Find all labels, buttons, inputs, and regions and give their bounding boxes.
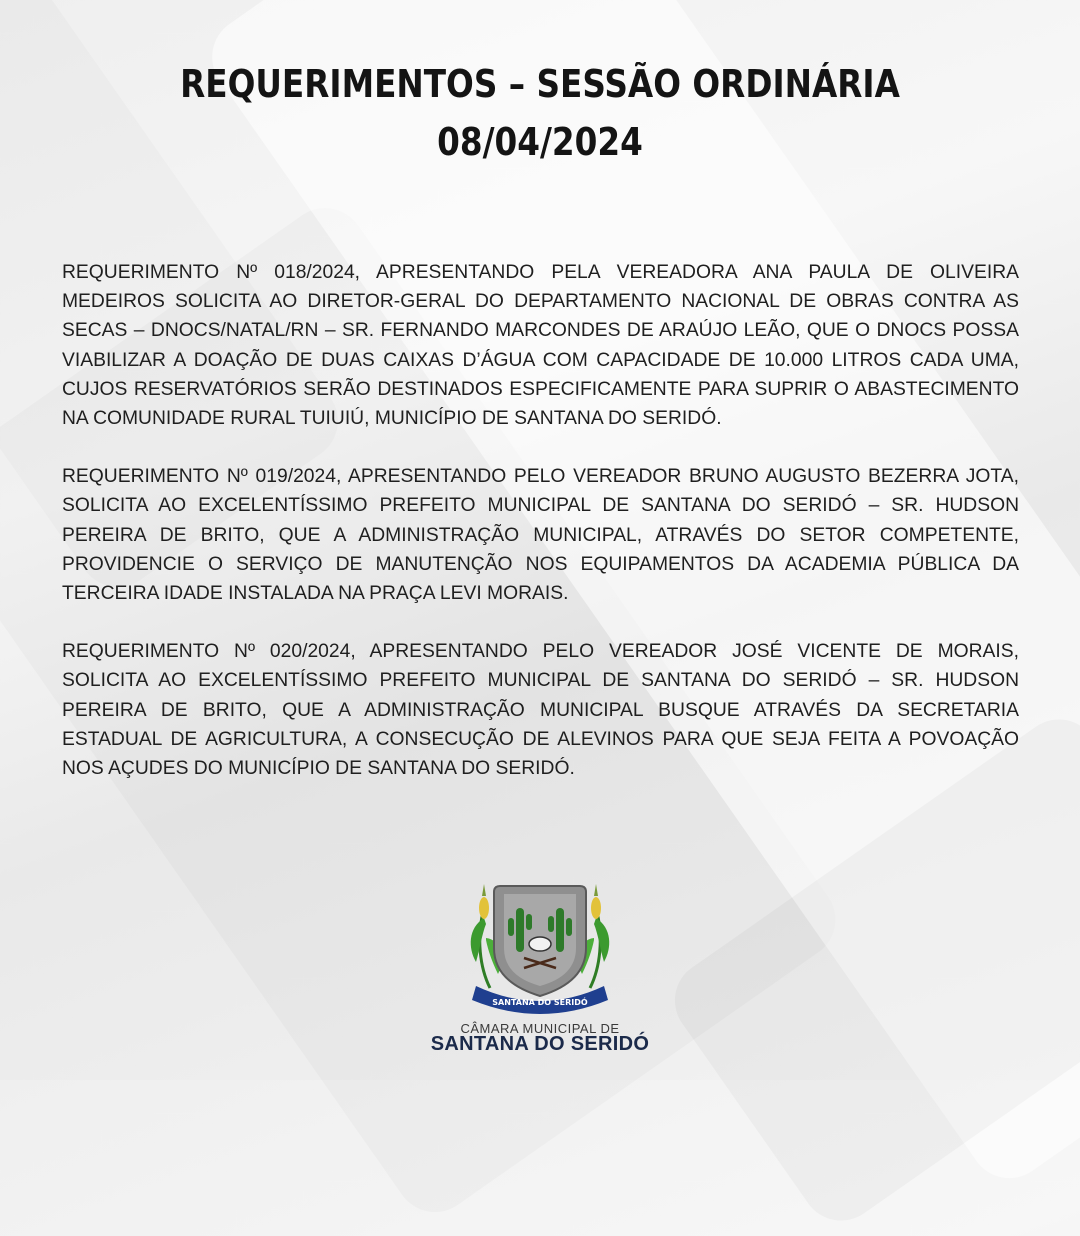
coat-of-arms-icon	[462, 878, 618, 1018]
footer-municipality-name: SANTANA DO SERIDÓ	[430, 1033, 650, 1055]
title-date: 08/04/2024	[437, 120, 643, 164]
footer-institution-line: CÂMARA MUNICIPAL DE	[460, 1021, 620, 1036]
requerimento-020: REQUERIMENTO Nº 020/2024, APRESENTANDO PELO VEREADOR JOSÉ VICENTE DE MORAIS, SOLICITA AO EXCELENTÍSSIMO PREFEITO MUNICIPAL DE SANTANA DO SERIDÓ – SR. HUDSON PEREIRA DE BRITO, QUE A ADMINISTRAÇÃO MUNICIPAL BUSQUE ATRAVÉS DA SECRETARIA ESTADUAL DE AGRICULTURA, A CONSECUÇÃO DE ALEVINOS PARA QUE SEJA FEITA A POVOAÇÃO NOS AÇUDES DO MUNICÍPIO DE SANTANA DO SERIDÓ.	[62, 641, 1019, 780]
page-title	[76, 55, 1005, 171]
ribbon-label: SANTANA DO SERIDÓ	[492, 998, 588, 1007]
title-line-1: REQUERIMENTOS – SESSÃO ORDINÁRIA	[180, 62, 900, 106]
requerimento-019: REQUERIMENTO Nº 019/2024, APRESENTANDO PELO VEREADOR BRUNO AUGUSTO BEZERRA JOTA, SOLICITA AO EXCELENTÍSSIMO PREFEITO MUNICIPAL DE SANTANA DO SERIDÓ – SR. HUDSON PEREIRA DE BRITO, QUE A ADMINISTRAÇÃO MUNICIPAL, ATRAVÉS DO SETOR COMPETENTE, PROVIDENCIE O SERVIÇO DE MANUTENÇÃO NOS EQUIPAMENTOS DA ACADEMIA PÚBLICA DA TERCEIRA IDADE INSTALADA NA PRAÇA LEVI MORAIS.	[62, 466, 1019, 605]
requerimentos-list	[62, 258, 1019, 812]
requerimento-018: REQUERIMENTO Nº 018/2024, APRESENTANDO PELA VEREADORA ANA PAULA DE OLIVEIRA MEDEIROS SOLICITA AO DIRETOR-GERAL DO DEPARTAMENTO NACIONAL DE OBRAS CONTRA AS SECAS – DNOCS/NATAL/RN – SR. FERNANDO MARCONDES DE ARAÚJO LEÃO, QUE O DNOCS POSSA VIABILIZAR A DOAÇÃO DE DUAS CAIXAS D’ÁGUA COM CAPACIDADE DE 10.000 LITROS CADA UMA, CUJOS RESERVATÓRIOS SERÃO DESTINADOS ESPECIFICAMENTE PARA SUPRIR O ABASTECIMENTO NA COMUNIDADE RURAL TUIUIÚ, MUNICÍPIO DE SANTANA DO SERIDÓ.	[62, 262, 1019, 430]
